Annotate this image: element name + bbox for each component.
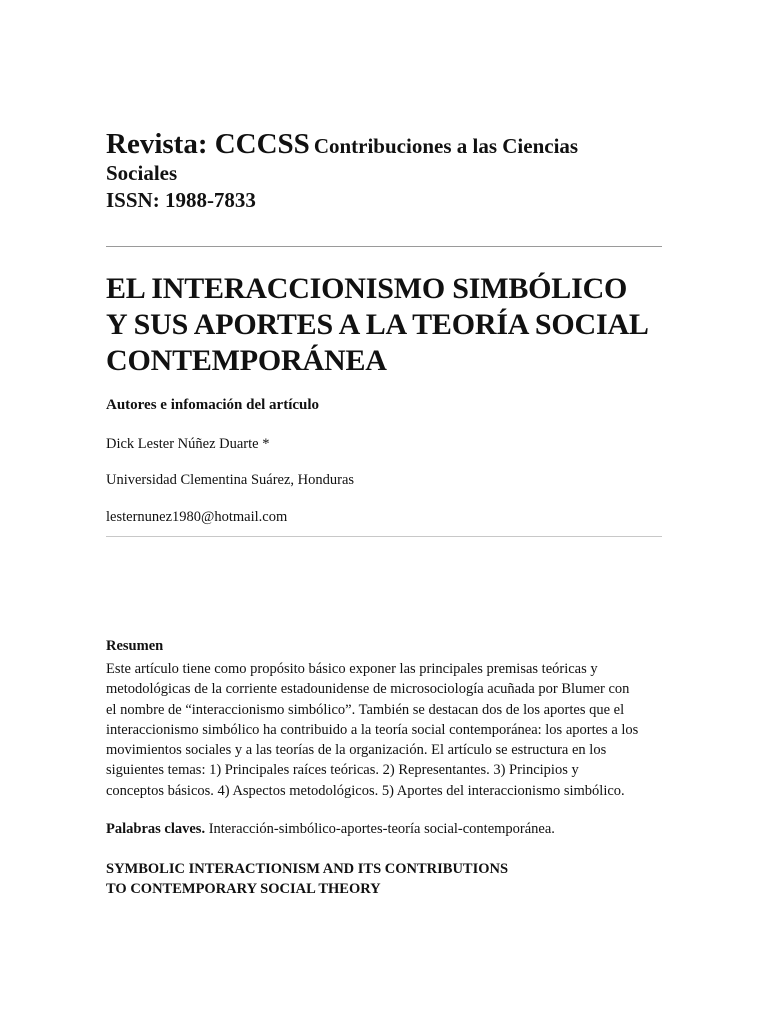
author-affiliation: Universidad Clementina Suárez, Honduras xyxy=(106,472,355,488)
abstract-line: interaccionismo simbólico ha contribuido a la teoría social contemporánea: los aportes a los xyxy=(106,721,639,738)
abstract-line: metodológicas de la corriente estadounidense de microsociología acuñada por Blumer con xyxy=(106,681,630,698)
journal-prefix: Revista: CCCSS xyxy=(106,128,310,160)
journal-header xyxy=(106,130,662,214)
article-title-line: EL INTERACCIONISMO SIMBÓLICO xyxy=(106,272,628,305)
article-title-line: Y SUS APORTES A LA TEORÍA SOCIAL xyxy=(106,308,649,341)
divider-bottom xyxy=(106,536,662,537)
author-name: Dick Lester Núñez Duarte * xyxy=(106,436,270,452)
keywords xyxy=(106,821,555,838)
abstract-line: el nombre de “interaccionismo simbólico”. También se destacan dos de los aportes que el xyxy=(106,701,625,718)
abstract-heading: Resumen xyxy=(106,638,164,654)
journal-name-part2: Sociales xyxy=(106,161,178,185)
abstract-line: movimientos sociales y a las teorías de la organización. El artículo se estructura en los xyxy=(106,742,607,759)
journal-issn: ISSN: 1988-7833 xyxy=(106,188,256,212)
abstract-line: Este artículo tiene como propósito básico exponer las principales premisas teóricas y xyxy=(106,661,598,677)
author-email[interactable]: lesternunez1980@hotmail.com xyxy=(106,509,288,525)
divider-top xyxy=(106,246,662,247)
english-title xyxy=(106,859,508,899)
article-title-line: CONTEMPORÁNEA xyxy=(106,344,387,377)
keywords-text: Interacción-simbólico-aportes-teoría social-contemporánea. xyxy=(205,821,555,837)
abstract-line: siguientes temas: 1) Principales raíces teóricas. 2) Representantes. 3) Principios y xyxy=(106,762,579,779)
keywords-label: Palabras claves. xyxy=(106,821,206,837)
article-title xyxy=(106,271,676,379)
abstract-line: conceptos básicos. 4) Aspectos metodológicos. 5) Aportes del interaccionismo simbólico. xyxy=(106,782,625,799)
english-title-line: SYMBOLIC INTERACTIONISM AND ITS CONTRIBUTIONS xyxy=(106,861,509,877)
abstract-body xyxy=(106,659,662,801)
journal-name-part1: Contribuciones a las Ciencias xyxy=(313,134,579,158)
english-title-line: TO CONTEMPORARY SOCIAL THEORY xyxy=(106,881,381,897)
article-info-heading: Autores e infomación del artículo xyxy=(106,397,320,413)
